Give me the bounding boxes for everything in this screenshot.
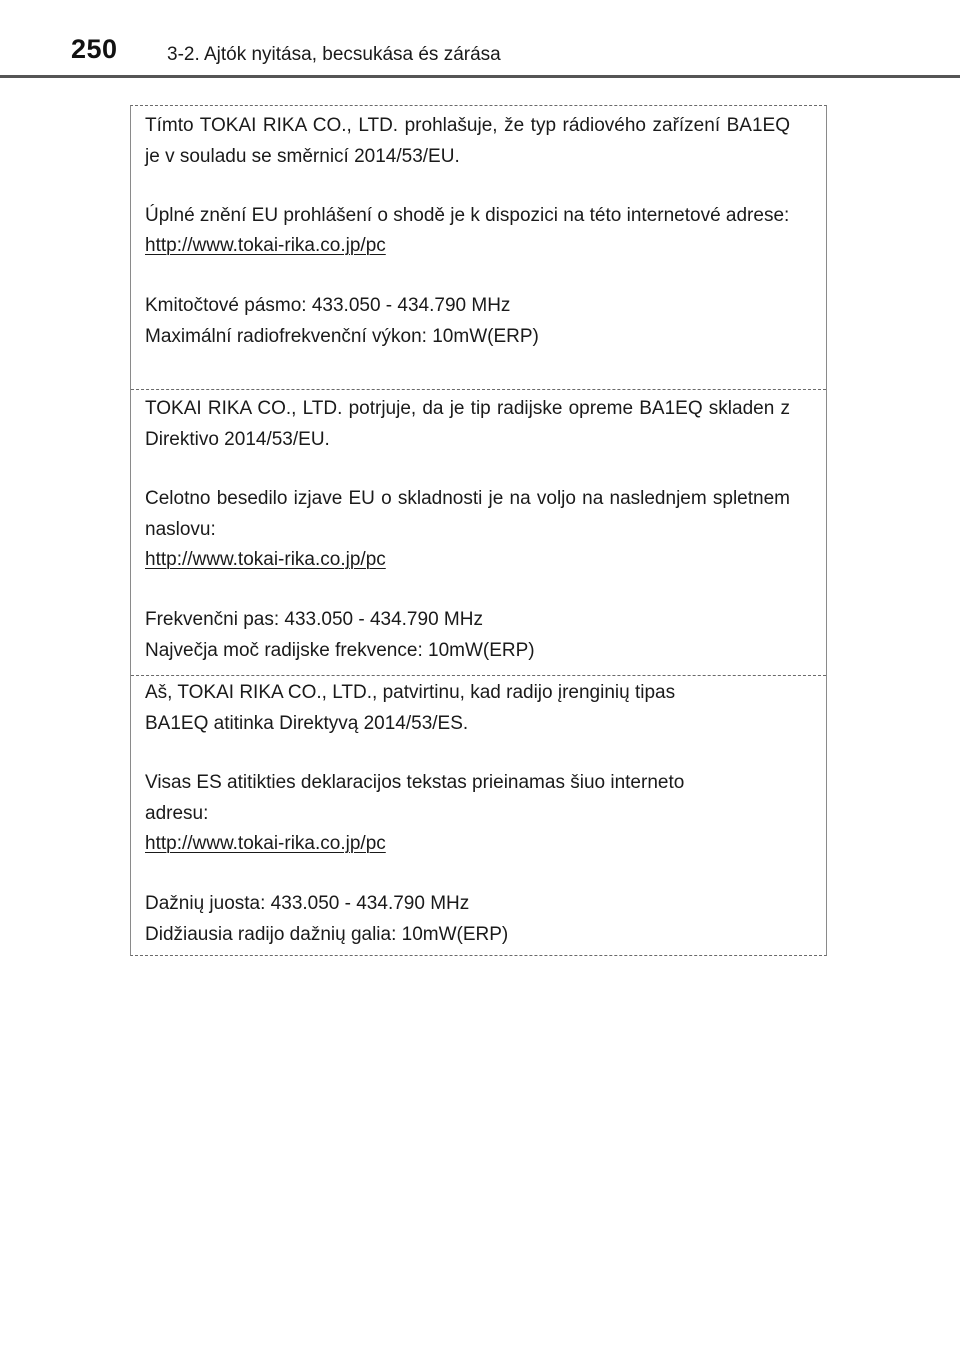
declaration-section-lithuanian xyxy=(131,675,826,956)
declaration-text: Aš, TOKAI RIKA CO., LTD., patvirtinu, kad radijo įrenginių tipas BA1EQ atitinka Direktyvą 2014/53/ES. xyxy=(145,682,676,734)
page-number: 250 xyxy=(71,34,118,64)
declaration-section-czech xyxy=(131,106,826,388)
declaration-url-link[interactable]: http://www.tokai-rika.co.jp/pc xyxy=(145,833,386,854)
section-title: 3-2. Ajtók nyitása, becsukása és zárása xyxy=(167,44,501,65)
full-text-note: Úplné znění EU prohlášení o shodě je k dispozici na této internetové adrese: xyxy=(145,205,790,226)
max-power: Maximální radiofrekvenční výkon: 10mW(ERP) xyxy=(145,326,539,347)
declaration-url-link[interactable]: http://www.tokai-rika.co.jp/pc xyxy=(145,235,386,256)
declaration-text: Tímto TOKAI RIKA CO., LTD. prohlašuje, že typ rádiového zařízení BA1EQ je v souladu se směrnicí 2014/53/EU. xyxy=(145,115,790,167)
full-text-note: Celotno besedilo izjave EU o skladnosti je na voljo na naslednjem spletnem naslovu: xyxy=(145,488,790,540)
header-divider xyxy=(0,75,960,78)
page-header xyxy=(0,0,960,80)
max-power: Največja moč radijske frekvence: 10mW(ERP) xyxy=(145,640,535,661)
declaration-text: TOKAI RIKA CO., LTD. potrjuje, da je tip radijske opreme BA1EQ skladen z Direktivo 2014/53/EU. xyxy=(145,398,790,450)
frequency-band: Frekvenčni pas: 433.050 - 434.790 MHz xyxy=(145,609,483,630)
full-text-note: Visas ES atitikties deklaracijos tekstas prieinamas šiuo interneto adresu: xyxy=(145,772,685,824)
declaration-box xyxy=(130,105,827,956)
frequency-band: Dažnių juosta: 433.050 - 434.790 MHz xyxy=(145,893,470,914)
declaration-url-link[interactable]: http://www.tokai-rika.co.jp/pc xyxy=(145,549,386,570)
max-power: Didžiausia radijo dažnių galia: 10mW(ERP) xyxy=(145,924,509,945)
declaration-section-slovenian xyxy=(131,389,826,675)
frequency-band: Kmitočtové pásmo: 433.050 - 434.790 MHz xyxy=(145,295,511,316)
